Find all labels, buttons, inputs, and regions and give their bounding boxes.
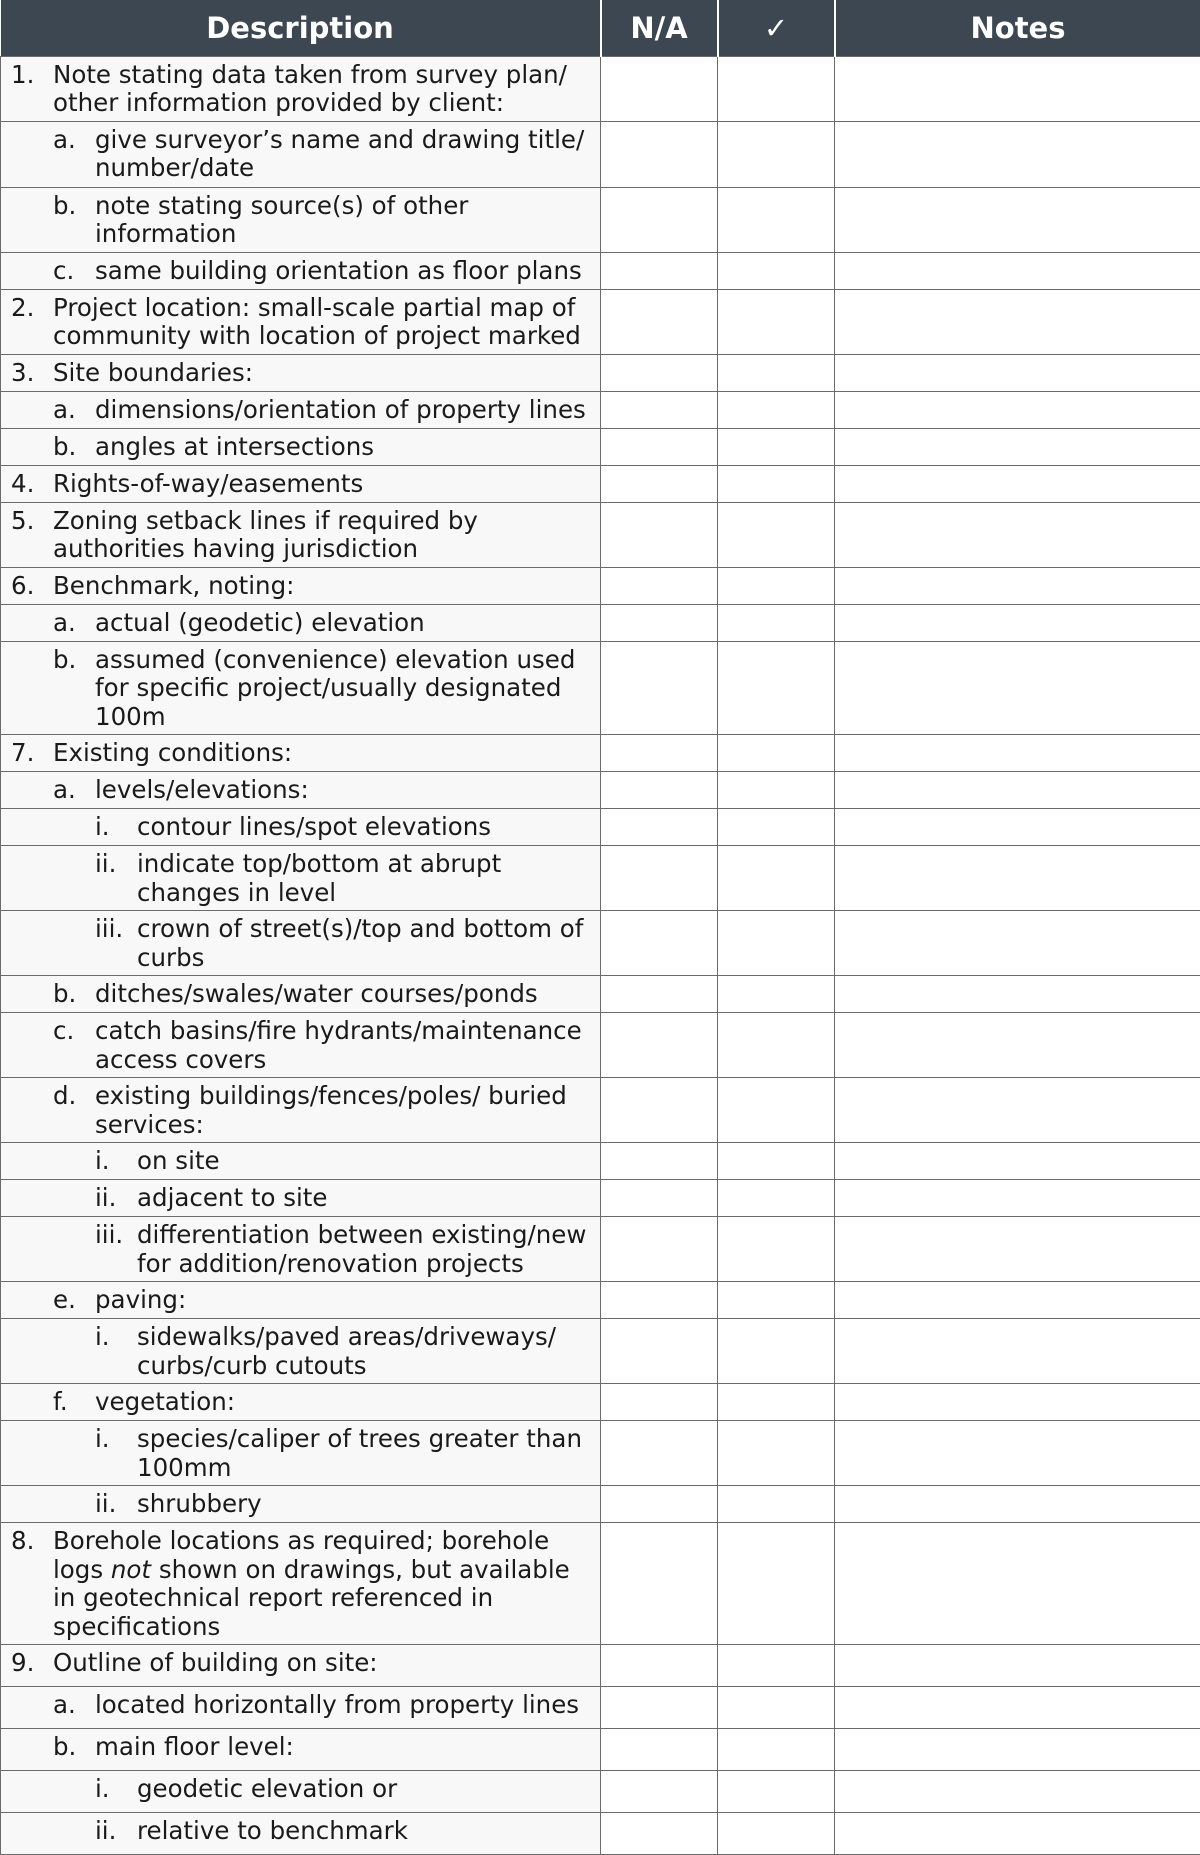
notes-cell[interactable] [835,911,1200,976]
table-row [1,772,1200,809]
table-row [1,289,1200,354]
notes-cell[interactable] [835,465,1200,502]
check-cell[interactable] [718,1180,835,1217]
item-text: Note stating data taken from survey plan/ other information provided by client: [53,61,588,118]
item-text: dimensions/orientation of property lines [95,396,588,425]
description-cell [1,809,601,846]
item-text: Zoning setback lines if required by authorities having jurisdiction [53,507,588,564]
na-cell[interactable] [601,391,718,428]
item-marker: ii. [95,1490,137,1519]
description-cell [1,1771,601,1813]
table-row [1,1319,1200,1384]
check-cell[interactable] [718,735,835,772]
table-row [1,1078,1200,1143]
item-marker: iii. [95,1221,137,1278]
na-cell[interactable] [601,1217,718,1282]
description-cell [1,1078,601,1143]
item-text: assumed (convenience) elevation used for specific project/usually designated 100m [95,646,588,732]
table-row [1,1180,1200,1217]
na-cell[interactable] [601,428,718,465]
description-cell [1,465,601,502]
item-marker: 4. [11,470,53,499]
check-cell[interactable] [718,1813,835,1855]
item-marker: c. [53,1017,95,1074]
table-row [1,911,1200,976]
item-text: contour lines/spot elevations [137,813,588,842]
table-row [1,1013,1200,1078]
notes-cell[interactable] [835,1143,1200,1180]
item-marker: a. [53,1691,95,1720]
item-marker: ii. [95,1184,137,1213]
notes-cell[interactable] [835,289,1200,354]
item-marker: e. [53,1286,95,1315]
item-text: vegetation: [95,1388,588,1417]
check-cell[interactable] [718,567,835,604]
description-cell [1,1282,601,1319]
check-cell[interactable] [718,56,835,121]
check-cell[interactable] [718,641,835,735]
table-row [1,846,1200,911]
check-cell[interactable] [718,1421,835,1486]
check-cell[interactable] [718,1078,835,1143]
item-marker: b. [53,433,95,462]
notes-cell[interactable] [835,1771,1200,1813]
description-cell [1,772,601,809]
notes-cell[interactable] [835,809,1200,846]
item-text: indicate top/bottom at abrupt changes in level [137,850,588,907]
check-cell[interactable] [718,354,835,391]
table-row [1,354,1200,391]
notes-cell[interactable] [835,1813,1200,1855]
description-cell [1,641,601,735]
description-cell [1,121,601,187]
notes-cell[interactable] [835,428,1200,465]
item-marker: a. [53,396,95,425]
na-cell[interactable] [601,604,718,641]
item-text: shrubbery [137,1490,588,1519]
table-row [1,641,1200,735]
description-cell [1,604,601,641]
header-na: N/A [601,0,718,56]
description-cell [1,289,601,354]
item-text: Outline of building on site: [53,1649,588,1678]
item-marker: 1. [11,61,53,118]
item-text: give surveyor’s name and drawing title/ number/date [95,126,588,183]
check-cell[interactable] [718,1645,835,1687]
table-row [1,1523,1200,1645]
description-cell [1,976,601,1013]
notes-cell[interactable] [835,354,1200,391]
item-text: paving: [95,1286,588,1315]
item-text: angles at intersections [95,433,588,462]
table-row [1,1421,1200,1486]
check-cell[interactable] [718,1143,835,1180]
description-cell [1,1180,601,1217]
item-marker: iii. [95,915,137,972]
na-cell[interactable] [601,187,718,252]
na-cell[interactable] [601,1421,718,1486]
item-text: existing buildings/fences/poles/ buried services: [95,1082,588,1139]
item-text: levels/elevations: [95,776,588,805]
check-cell[interactable] [718,1384,835,1421]
table-row [1,187,1200,252]
check-cell[interactable] [718,502,835,567]
notes-cell[interactable] [835,121,1200,187]
item-text: Project location: small-scale partial map of community with location of project marked [53,294,588,351]
item-text: Existing conditions: [53,739,588,768]
item-marker: f. [53,1388,95,1417]
item-text: species/caliper of trees greater than 100mm [137,1425,588,1482]
item-marker: i. [95,1323,137,1380]
notes-cell[interactable] [835,391,1200,428]
description-cell [1,1813,601,1855]
check-cell[interactable] [718,428,835,465]
notes-cell[interactable] [835,604,1200,641]
check-cell[interactable] [718,289,835,354]
item-marker: a. [53,609,95,638]
item-marker: 8. [11,1527,53,1641]
description-cell [1,502,601,567]
description-cell [1,1523,601,1645]
table-row [1,1217,1200,1282]
notes-cell[interactable] [835,567,1200,604]
notes-cell[interactable] [835,56,1200,121]
check-cell[interactable] [718,976,835,1013]
check-cell[interactable] [718,252,835,289]
description-cell [1,1384,601,1421]
check-cell[interactable] [718,1013,835,1078]
na-cell[interactable] [601,1078,718,1143]
description-cell [1,1319,601,1384]
check-cell[interactable] [718,911,835,976]
check-cell[interactable] [718,1729,835,1771]
item-marker: i. [95,813,137,842]
description-cell [1,1645,601,1687]
na-cell[interactable] [601,56,718,121]
check-cell[interactable] [718,1687,835,1729]
notes-cell[interactable] [835,1486,1200,1523]
check-cell[interactable] [718,1282,835,1319]
item-marker: i. [95,1775,137,1804]
item-marker: 5. [11,507,53,564]
na-cell[interactable] [601,735,718,772]
na-cell[interactable] [601,1771,718,1813]
item-marker: ii. [95,1817,137,1846]
na-cell[interactable] [601,1813,718,1855]
notes-cell[interactable] [835,1523,1200,1645]
table-row [1,604,1200,641]
check-cell[interactable] [718,1523,835,1645]
na-cell[interactable] [601,1013,718,1078]
description-cell [1,1013,601,1078]
notes-cell[interactable] [835,1645,1200,1687]
check-cell[interactable] [718,121,835,187]
table-row [1,1687,1200,1729]
description-cell [1,428,601,465]
table-row [1,428,1200,465]
table-row [1,56,1200,121]
item-marker: 9. [11,1649,53,1678]
item-marker: 6. [11,572,53,601]
item-text: Rights-of-way/easements [53,470,588,499]
item-text: sidewalks/paved areas/driveways/ curbs/curb cutouts [137,1323,588,1380]
check-cell[interactable] [718,391,835,428]
table-row [1,1729,1200,1771]
notes-cell[interactable] [835,1217,1200,1282]
na-cell[interactable] [601,1687,718,1729]
description-cell [1,911,601,976]
item-text: crown of street(s)/top and bottom of curbs [137,915,588,972]
na-cell[interactable] [601,121,718,187]
checklist-body [1,56,1200,1855]
description-cell [1,735,601,772]
notes-cell[interactable] [835,641,1200,735]
table-row [1,1813,1200,1855]
na-cell[interactable] [601,1645,718,1687]
na-cell[interactable] [601,911,718,976]
item-marker: ii. [95,850,137,907]
notes-cell[interactable] [835,1421,1200,1486]
na-cell[interactable] [601,1319,718,1384]
description-cell [1,1143,601,1180]
item-text: main floor level: [95,1733,588,1762]
notes-cell[interactable] [835,1687,1200,1729]
na-cell[interactable] [601,252,718,289]
item-marker: 2. [11,294,53,351]
description-cell [1,252,601,289]
na-cell[interactable] [601,465,718,502]
notes-cell[interactable] [835,252,1200,289]
check-cell[interactable] [718,1217,835,1282]
item-text: ditches/swales/water courses/ponds [95,980,588,1009]
description-cell [1,567,601,604]
table-row [1,735,1200,772]
item-text: same building orientation as floor plans [95,257,588,286]
item-text: Site boundaries: [53,359,588,388]
notes-cell[interactable] [835,1282,1200,1319]
item-text: on site [137,1147,588,1176]
table-row [1,465,1200,502]
notes-cell[interactable] [835,846,1200,911]
item-marker: b. [53,980,95,1009]
table-row [1,976,1200,1013]
item-text: Benchmark, noting: [53,572,588,601]
description-cell [1,391,601,428]
description-cell [1,1217,601,1282]
na-cell[interactable] [601,354,718,391]
na-cell[interactable] [601,502,718,567]
table-row [1,502,1200,567]
notes-cell[interactable] [835,1729,1200,1771]
na-cell[interactable] [601,641,718,735]
na-cell[interactable] [601,809,718,846]
item-marker: 3. [11,359,53,388]
header-notes: Notes [835,0,1200,56]
notes-cell[interactable] [835,502,1200,567]
check-cell[interactable] [718,809,835,846]
item-text: actual (geodetic) elevation [95,609,588,638]
item-marker: c. [53,257,95,286]
na-cell[interactable] [601,1486,718,1523]
table-row [1,121,1200,187]
item-text: Borehole locations as required; borehole logs not shown on drawings, but available in geotechnical report referenced in specifications [53,1527,588,1641]
na-cell[interactable] [601,846,718,911]
header-row [1,0,1200,56]
description-cell [1,1687,601,1729]
item-text: geodetic elevation or [137,1775,588,1804]
item-marker: b. [53,192,95,249]
table-row [1,1645,1200,1687]
item-marker: b. [53,646,95,732]
check-cell[interactable] [718,604,835,641]
item-text: differentiation between existing/new for addition/renovation projects [137,1221,588,1278]
description-cell [1,1486,601,1523]
check-cell[interactable] [718,1771,835,1813]
description-cell [1,56,601,121]
table-row [1,1282,1200,1319]
notes-cell[interactable] [835,976,1200,1013]
description-cell [1,187,601,252]
check-cell[interactable] [718,1319,835,1384]
notes-cell[interactable] [835,1319,1200,1384]
item-text: catch basins/fire hydrants/maintenance access covers [95,1017,588,1074]
item-marker: a. [53,776,95,805]
check-cell[interactable] [718,1486,835,1523]
notes-cell[interactable] [835,772,1200,809]
item-text: note stating source(s) of other information [95,192,588,249]
na-cell[interactable] [601,1180,718,1217]
item-marker: 7. [11,739,53,768]
header-check: ✓ [718,0,835,56]
check-cell[interactable] [718,187,835,252]
notes-cell[interactable] [835,1384,1200,1421]
notes-cell[interactable] [835,735,1200,772]
table-row [1,1486,1200,1523]
na-cell[interactable] [601,567,718,604]
item-text: located horizontally from property lines [95,1691,588,1720]
na-cell[interactable] [601,976,718,1013]
description-cell [1,354,601,391]
check-cell[interactable] [718,846,835,911]
table-row [1,1143,1200,1180]
table-row [1,391,1200,428]
table-row [1,809,1200,846]
na-cell[interactable] [601,772,718,809]
header-description: Description [1,0,601,56]
description-cell [1,1421,601,1486]
table-row [1,567,1200,604]
notes-cell[interactable] [835,1078,1200,1143]
item-text: adjacent to site [137,1184,588,1213]
na-cell[interactable] [601,1523,718,1645]
description-cell [1,846,601,911]
check-cell[interactable] [718,465,835,502]
item-marker: d. [53,1082,95,1139]
na-cell[interactable] [601,1729,718,1771]
item-marker: i. [95,1425,137,1482]
item-marker: i. [95,1147,137,1176]
na-cell[interactable] [601,1282,718,1319]
item-marker: b. [53,1733,95,1762]
item-text: relative to benchmark [137,1817,588,1846]
table-row [1,1771,1200,1813]
na-cell[interactable] [601,289,718,354]
table-row [1,252,1200,289]
description-cell [1,1729,601,1771]
na-cell[interactable] [601,1384,718,1421]
check-cell[interactable] [718,772,835,809]
na-cell[interactable] [601,1143,718,1180]
notes-cell[interactable] [835,1013,1200,1078]
item-marker: a. [53,126,95,183]
notes-cell[interactable] [835,187,1200,252]
table-row [1,1384,1200,1421]
notes-cell[interactable] [835,1180,1200,1217]
